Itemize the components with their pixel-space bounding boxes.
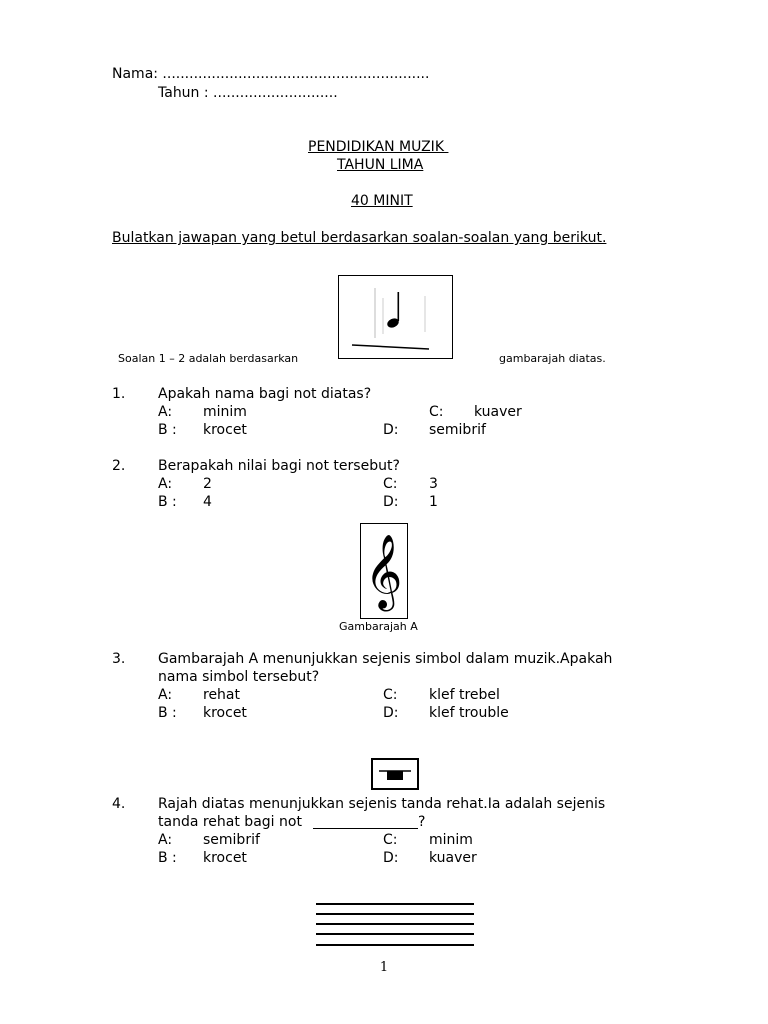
question-number: 3. [112,651,126,667]
option-key: A: [158,832,173,848]
blank-suffix: ? [418,814,426,830]
option-label: krocet [203,705,247,721]
option-key: C: [383,832,398,848]
option-label: 1 [429,494,438,510]
option-key: C: [383,476,398,492]
option-label: klef trebel [429,687,500,703]
option-key: D: [383,422,399,438]
option-key: B : [158,705,177,721]
option-key: B : [158,494,177,510]
option-label: kuaver [429,850,477,866]
staff-line [316,903,474,905]
question-number: 1. [112,386,126,402]
tahun-field: Tahun : ............................ [158,85,338,101]
option-key: D: [383,494,399,510]
subject-title: PENDIDIKAN MUZIK [308,139,449,155]
question-text: Gambarajah A menunjukkan sejenis simbol dalam muzik.Apakah [158,651,613,667]
staff-line [316,923,474,925]
clef-figure [360,523,408,619]
option-label: minim [429,832,473,848]
option-label: krocet [203,850,247,866]
option-label: semibrif [203,832,260,848]
quarter-note-icon [339,276,451,357]
option-label: 4 [203,494,212,510]
staff-line [316,933,474,935]
figure1-caption-right: gambarajah diatas. [499,352,606,365]
treble-clef-icon: 𝄞 [364,535,403,609]
figure1-caption-left: Soalan 1 – 2 adalah berdasarkan [118,352,299,365]
staff-line [316,913,474,915]
page-number: 1 [379,960,389,975]
option-label: 2 [203,476,212,492]
answer-blank-line [313,828,418,829]
option-label: minim [203,404,247,420]
option-key: A: [158,687,173,703]
question-number: 2. [112,458,126,474]
option-label: klef trouble [429,705,509,721]
duration-title: 40 MINIT [351,193,413,209]
question-text: Rajah diatas menunjukkan sejenis tanda rehat.Ia adalah sejenis [158,796,606,812]
option-label: semibrif [429,422,486,438]
option-label: kuaver [474,404,522,420]
year-title: TAHUN LIMA [337,157,424,173]
option-key: A: [158,476,173,492]
option-key: C: [429,404,444,420]
instruction: Bulatkan jawapan yang betul berdasarkan soalan-soalan yang berikut. [112,230,607,246]
option-key: A: [158,404,173,420]
note-figure [338,275,453,359]
option-key: D: [383,850,399,866]
nama-field: Nama: ............................................................ [112,66,430,82]
question-text: tanda rehat bagi not [158,814,302,830]
semibreve-rest-icon [373,760,417,788]
option-key: C: [383,687,398,703]
option-key: B : [158,850,177,866]
option-label: 3 [429,476,438,492]
rest-figure [371,758,419,790]
question-text: Berapakah nilai bagi not tersebut? [158,458,400,474]
staff-line [316,944,474,946]
figure2-caption: Gambarajah A [339,620,418,633]
option-key: D: [383,705,399,721]
option-key: B : [158,422,177,438]
question-text: nama simbol tersebut? [158,669,320,685]
question-text: Apakah nama bagi not diatas? [158,386,372,402]
option-label: krocet [203,422,247,438]
question-number: 4. [112,796,126,812]
option-label: rehat [203,687,241,703]
